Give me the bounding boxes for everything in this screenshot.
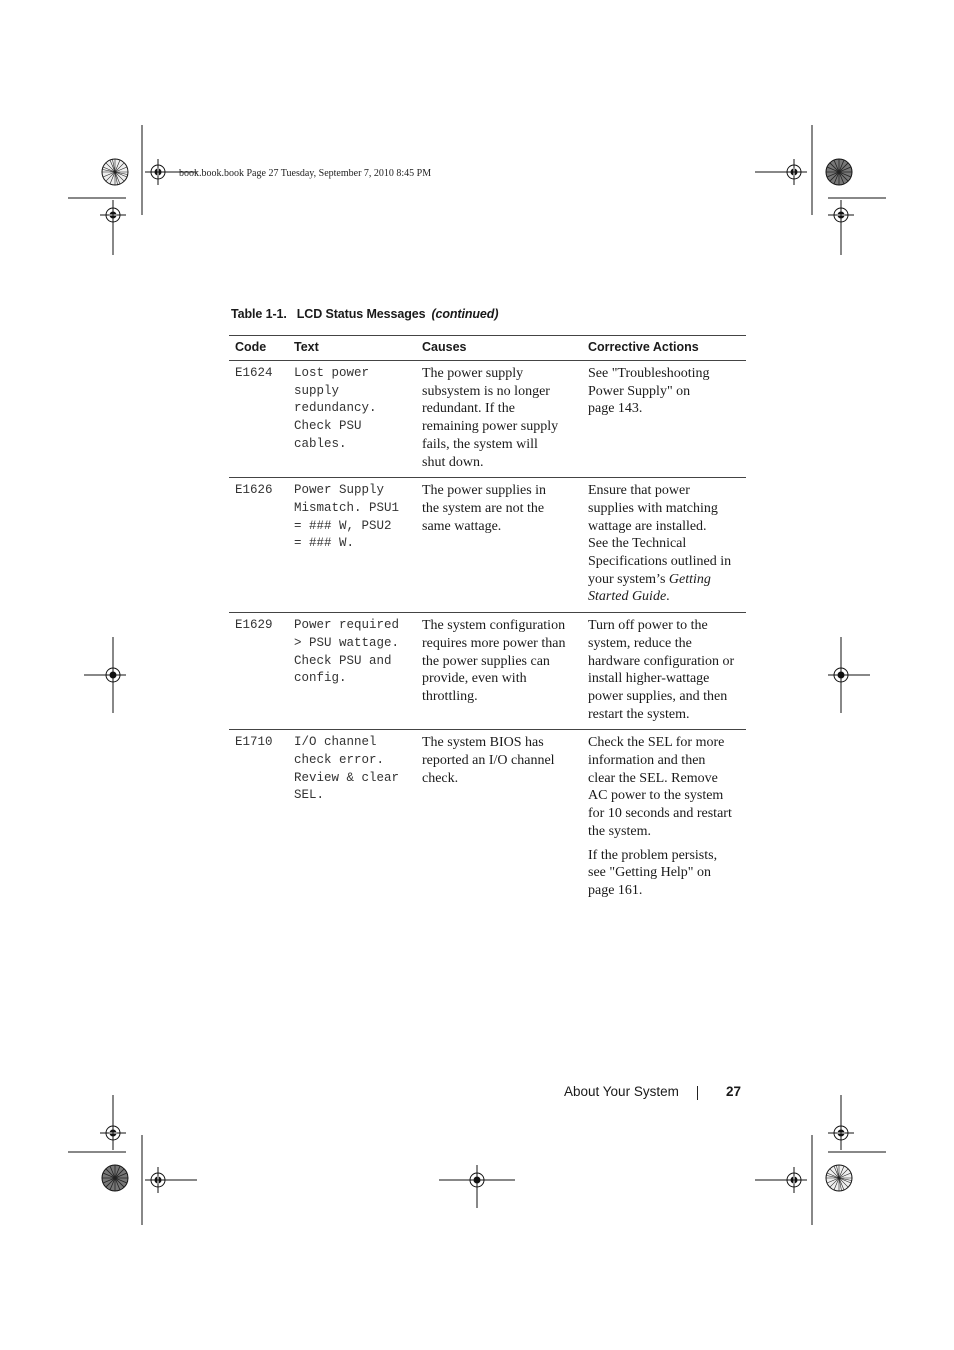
action-line: If the problem persists, [588,847,718,863]
cause-line: fails, the system will [422,436,538,452]
action-line: clear the SEL. Remove [588,770,718,786]
text-line: Lost power [294,366,370,380]
cell-code: E1624 [229,361,288,478]
footer-separator [697,1086,698,1100]
text-line: = ### W. [294,536,355,551]
table-caption-continued: (continued) [431,307,499,321]
cause-line: shut down. [422,454,484,470]
action-text: your system’s [588,571,669,587]
action-line: See the Technical [588,536,687,552]
action-line: information and then [588,753,706,769]
text-line: cables. [294,436,347,451]
text-line: Check PSU [294,419,362,434]
cell-code: E1629 [229,613,288,730]
action-line: page 143. [588,401,643,417]
text-line: Power required [294,618,400,633]
guide-title-italic: Getting [668,571,711,587]
text-line: supply [294,383,340,398]
cause-line: check. [422,770,459,786]
cause-line: throttling. [422,688,478,704]
action-line: page 161. [588,882,643,898]
text-line: Mismatch. PSU1 [294,500,400,515]
cell-text [288,361,416,478]
table-caption-label: Table 1-1. [231,307,287,321]
cause-line: the system are not the [422,500,545,516]
text-line: Review & clear [294,770,400,785]
text-line: Check PSU and [294,653,392,668]
action-line: Power Supply" on [588,383,691,399]
action-line: Check the SEL for more [588,735,725,751]
cell-action [582,478,746,613]
header-text: Text [288,336,416,361]
text-line: config. [294,671,347,686]
action-line: wattage are installed. [588,518,707,534]
action-line: install higher-wattage [588,671,710,687]
cell-cause [416,478,582,613]
action-line: Turn off power to the [588,618,708,634]
table-row [229,730,746,906]
cell-action [582,361,746,478]
cell-code: E1626 [229,478,288,613]
text-line: I/O channel [294,735,377,750]
header-causes: Causes [416,336,582,361]
text-line: redundancy. [294,401,377,416]
action-line: restart the system. [588,706,690,722]
text-line: check error. [294,753,385,768]
table-row [229,613,746,730]
cause-line: remaining power supply [422,419,559,435]
action-line: the system. [588,823,651,839]
cause-line: The power supplies in [422,483,547,499]
action-line [588,588,742,606]
cell-text [288,478,416,613]
text-line: SEL. [294,788,325,803]
action-line: See "Troubleshooting [588,366,710,381]
action-line: system, reduce the [588,635,692,651]
cause-line: the power supplies can [422,653,550,669]
table-caption [231,307,498,321]
cause-line: subsystem is no longer [422,383,550,399]
action-line: AC power to the system [588,788,724,804]
guide-title-italic: Started Guide [588,589,667,605]
action-line: Specifications outlined in [588,554,732,570]
table-row [229,478,746,613]
action-line: for 10 seconds and restart [588,806,732,822]
action-line: Ensure that power [588,483,690,499]
cell-text [288,613,416,730]
cell-text [288,730,416,906]
action-paragraph [588,847,742,900]
cause-line: requires more power than [422,635,566,651]
action-line: see "Getting Help" on [588,865,712,881]
action-line: hardware configuration or [588,653,735,669]
cell-cause [416,361,582,478]
cell-action [582,613,746,730]
footer-section-title: About Your System [564,1084,679,1099]
cause-line: The system BIOS has [422,735,544,751]
text-line: > PSU wattage. [294,635,400,650]
cause-line: same wattage. [422,518,502,534]
action-line: power supplies, and then [588,688,728,704]
cause-line: provide, even with [422,671,527,687]
action-text: . [666,589,670,605]
cause-line: redundant. If the [422,401,515,417]
cause-line: The power supply [422,366,524,381]
table-row [229,361,746,478]
action-line: supplies with matching [588,500,718,516]
cause-line: reported an I/O channel [422,753,555,769]
cell-cause [416,613,582,730]
header-corrective-actions: Corrective Actions [582,336,746,361]
header-code: Code [229,336,288,361]
cell-action [582,730,746,906]
cause-line: The system configuration [422,618,566,634]
cell-cause [416,730,582,906]
page-number: 27 [726,1084,742,1099]
table-header-row [229,336,746,361]
action-line [588,571,742,589]
table-caption-title: LCD Status Messages [296,307,426,321]
text-line: Power Supply [294,483,385,498]
cell-code: E1710 [235,735,273,750]
lcd-status-table [229,335,746,906]
text-line: = ### W, PSU2 [294,518,392,533]
print-slug: book.book.book Page 27 Tuesday, September 7, 2010 8:45 PM [179,168,432,179]
